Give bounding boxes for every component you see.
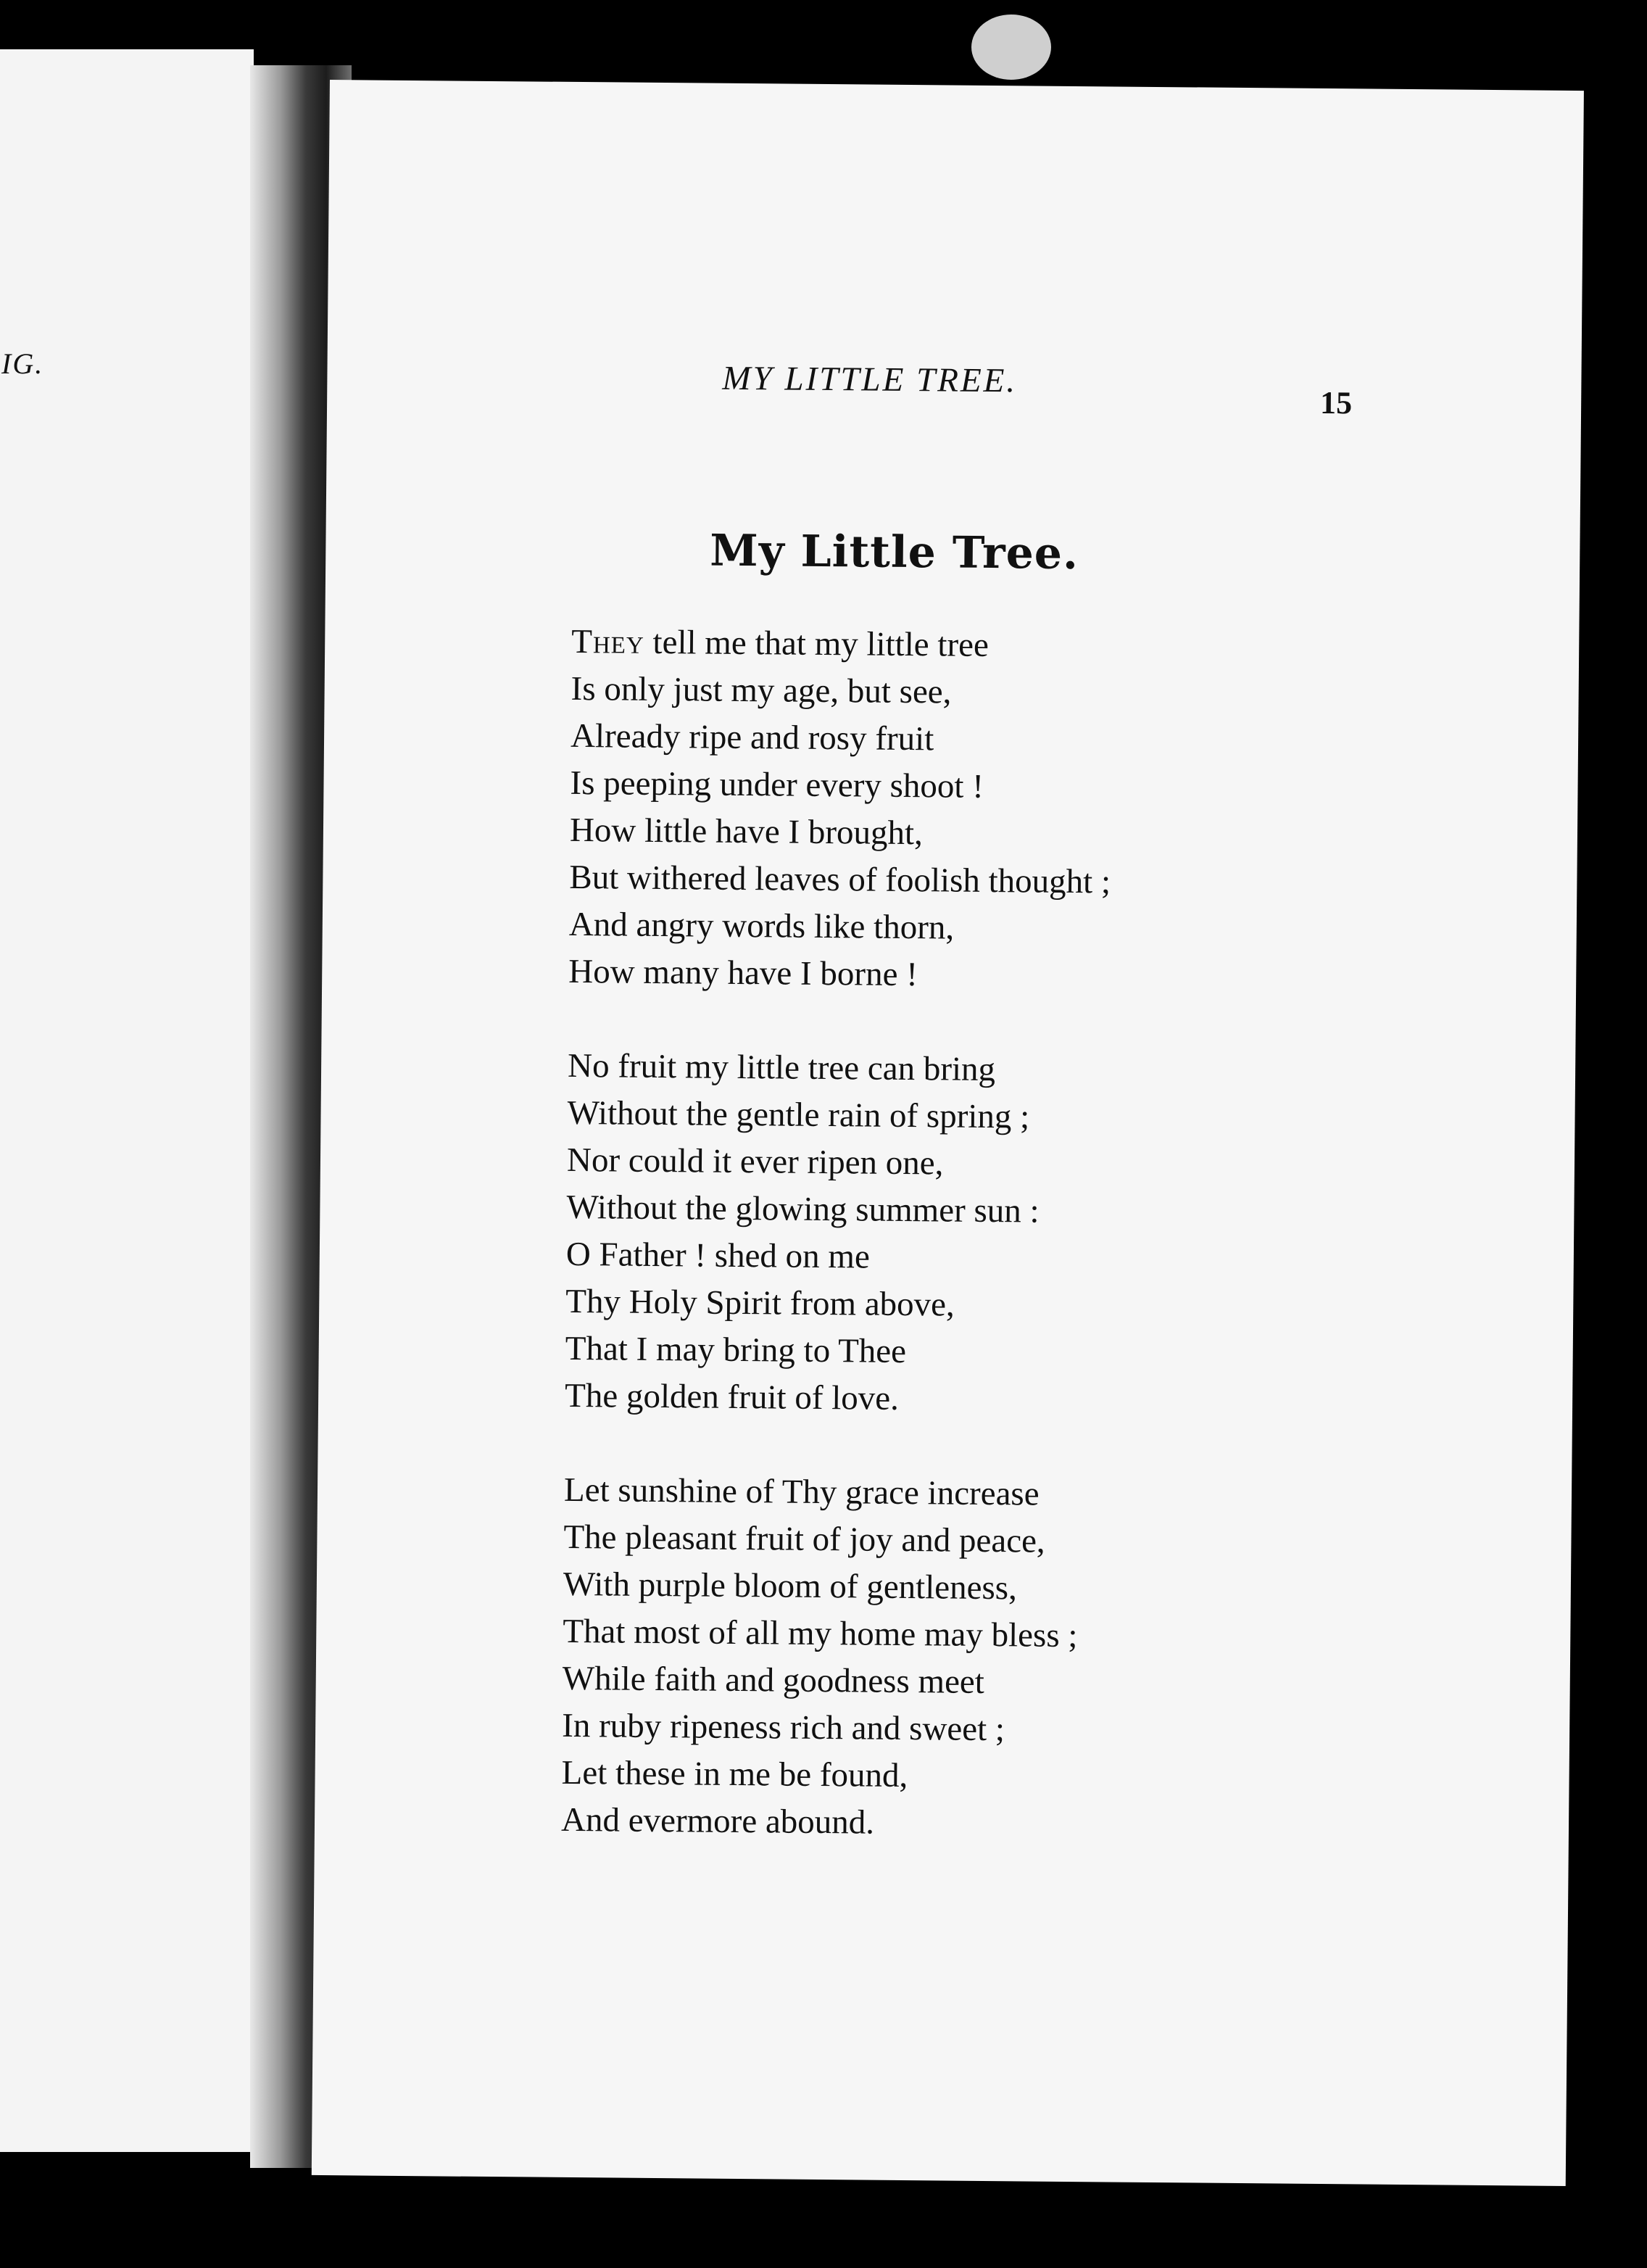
poem-line: And evermore abound.: [560, 1800, 875, 1842]
stanza-2: [565, 1043, 1495, 1428]
poem-line: How many have I borne !: [568, 952, 918, 994]
poem-body: [560, 618, 1499, 1899]
poem-line: Is peeping under every shoot !: [570, 763, 984, 806]
poem-line: And angry words like thorn,: [568, 905, 955, 947]
poem-line: How little have I brought,: [569, 811, 924, 853]
left-running-head-fragment: IG.: [1, 347, 44, 380]
poem-line: That I may bring to Thee: [565, 1329, 907, 1371]
paper-speck: [971, 15, 1051, 80]
poem-line: Is only just my age, but see,: [571, 669, 952, 711]
right-page: [312, 80, 1584, 2186]
poem-line: Without the gentle rain of spring ;: [567, 1093, 1030, 1136]
poem-line: Thy Holy Spirit from above,: [565, 1282, 955, 1324]
poem-line: Let these in me be found,: [561, 1753, 908, 1795]
poem-line: With purple bloom of gentleness,: [563, 1565, 1018, 1607]
poem-line: In ruby ripeness rich and sweet ;: [561, 1706, 1005, 1749]
running-head: MY LITTLE TREE.: [722, 359, 1018, 400]
poem-line: Already ripe and rosy fruit: [570, 716, 934, 758]
poem-line: The golden fruit of love.: [564, 1376, 900, 1418]
poem-line: While faith and goodness meet: [562, 1659, 985, 1701]
left-page: [0, 49, 254, 2152]
poem-title: My Little Tree.: [710, 525, 1079, 580]
first-line-rest: tell me that my little tree: [644, 623, 990, 664]
poem-line: But withered leaves of foolish thought ;: [569, 858, 1111, 901]
poem-line: The pleasant fruit of joy and peace,: [563, 1518, 1045, 1560]
poem-line: Nor could it ever ripen one,: [566, 1141, 944, 1183]
poem-line: Let sunshine of Thy grace increase: [563, 1470, 1040, 1513]
poem-line: That most of all my home may bless ;: [563, 1612, 1078, 1655]
stanza-3: [561, 1467, 1492, 1852]
poem-line: [571, 618, 1500, 674]
page-number: 15: [1319, 384, 1353, 421]
poem-line: O Father ! shed on me: [565, 1235, 871, 1276]
first-word: They: [571, 622, 645, 661]
poem-line: Without the glowing summer sun :: [566, 1188, 1040, 1230]
stanza-1: [568, 618, 1499, 1003]
poem-line: No fruit my little tree can bring: [567, 1046, 996, 1089]
